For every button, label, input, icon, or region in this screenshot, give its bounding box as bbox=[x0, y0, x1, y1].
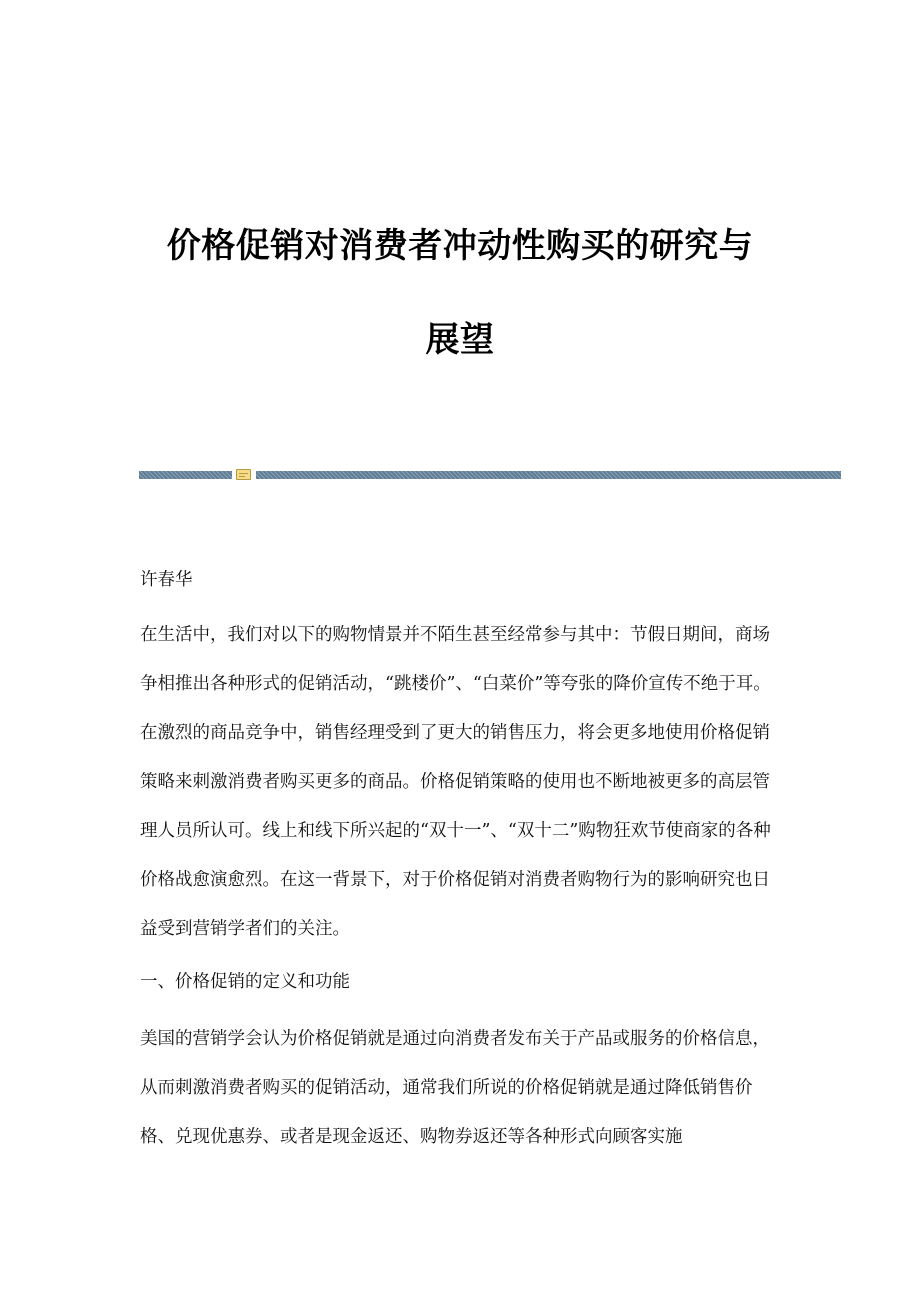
body-paragraph-1: 在生活中，我们对以下的购物情景并不陌生甚至经常参与其中：节假日期间，商场争相推出各种形式的促销活动，“跳楼价”、“白菜价”等夸张的降价宣传不绝于耳。在激烈的商品竞争中，销售经理受到了更大的销售压力，将会更多地使用价格促销策略来刺激消费者购买更多的商品。价格促销策略的使用也不断地被更多的高层管理人员所认可。线上和线下所兴起的“双十一”、“双十二”购物狂欢节使商家的各种价格战愈演愈烈。在这一背景下，对于价格促销对消费者购物行为的影响研究也日益受到营销学者们的关注。 bbox=[140, 625, 771, 939]
divider-bar-right bbox=[256, 471, 841, 479]
document-title-line-1: 价格促销对消费者冲动性购买的研究与 bbox=[166, 226, 754, 266]
envelope-icon bbox=[236, 469, 251, 480]
body-paragraph-2: 美国的营销学会认为价格促销就是通过向消费者发布关于产品或服务的价格信息，从而刺激消费者购买的促销活动，通常我们所说的价格促销就是通过降低销售价格、兑现优惠券、或者是现金返还、购物券返还等各种形式向顾客实施 bbox=[140, 1029, 770, 1147]
title-divider bbox=[139, 468, 841, 482]
section-heading-1: 一、价格促销的定义和功能 bbox=[140, 972, 350, 992]
document-title-line-2: 展望 bbox=[425, 320, 495, 360]
author-name: 许春华 bbox=[140, 570, 193, 590]
divider-bar-left bbox=[139, 471, 232, 479]
